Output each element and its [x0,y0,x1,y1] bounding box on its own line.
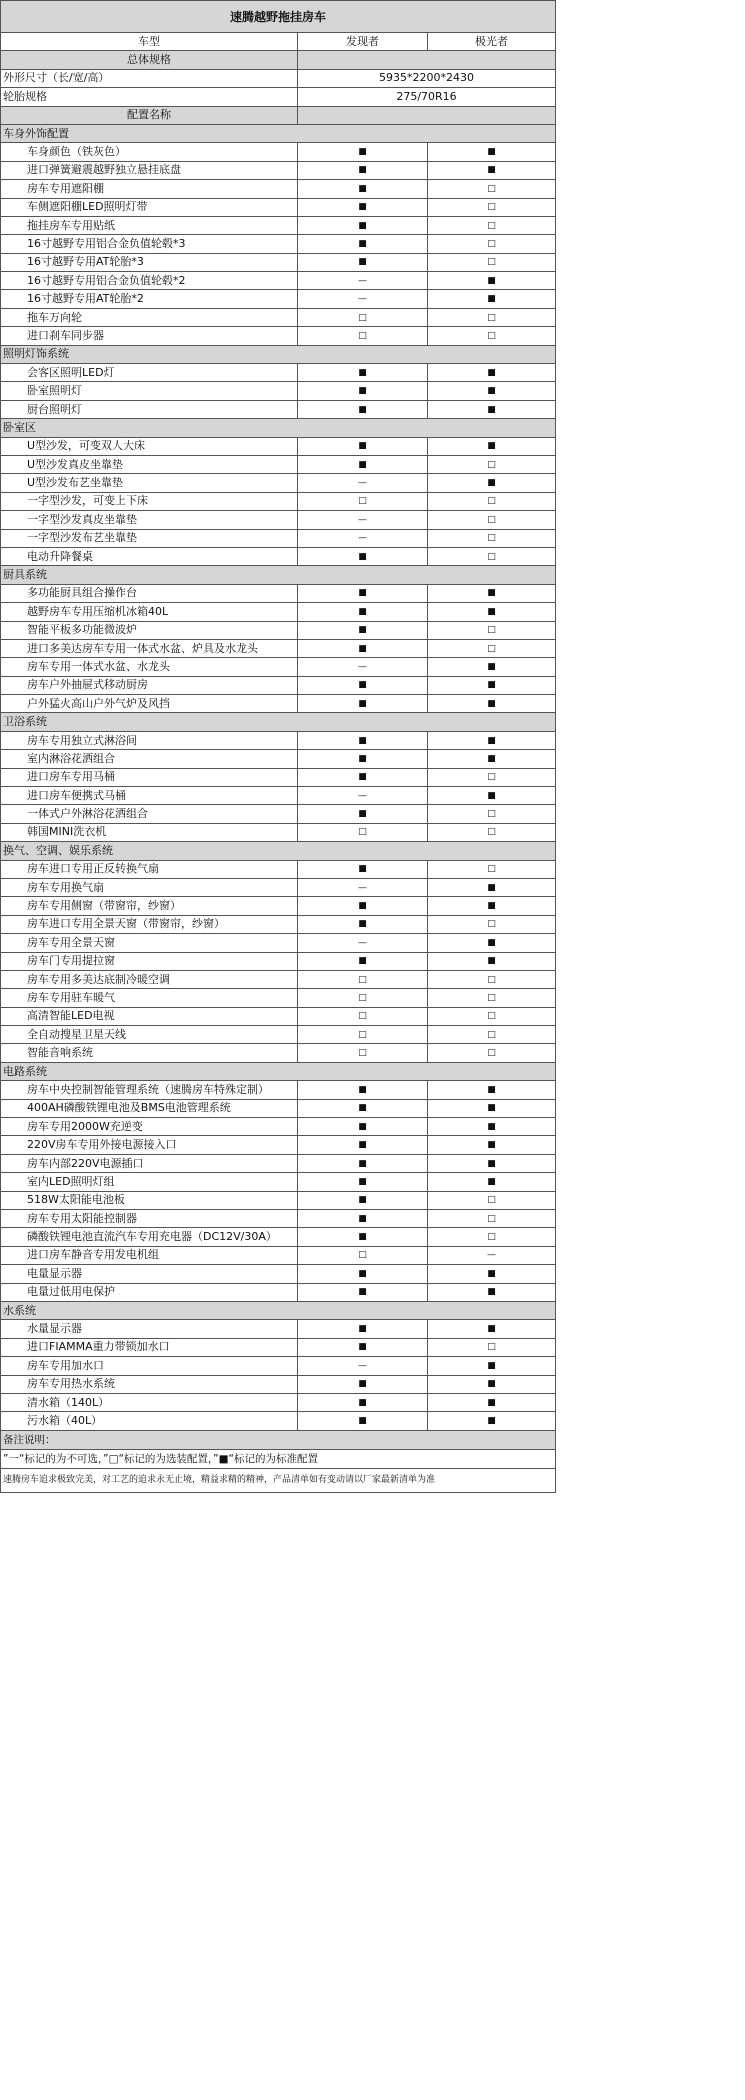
config-item-label: 进口房车静音专用发电机组 [1,1246,298,1264]
config-mark-b: ■ [428,1099,556,1117]
config-item-label: 房车专用多美达底制冷暖空调 [1,970,298,988]
config-mark-a: ■ [298,180,428,198]
config-mark-b: □ [428,492,556,510]
config-mark-a: ■ [298,1393,428,1411]
config-row [1,1320,556,1338]
config-mark-a: — [298,529,428,547]
config-item-label: 水量显示器 [1,1320,298,1338]
footer-row [1,1468,556,1492]
header-col-a: 发现者 [298,33,428,51]
config-row [1,1283,556,1301]
footer-text: 速腾房车追求极致完美，对工艺的追求永无止境，精益求精的精神，产品清单如有变动请以厂家最新清单为准 [1,1468,556,1492]
config-mark-b: ■ [428,437,556,455]
config-mark-a: — [298,511,428,529]
config-row [1,180,556,198]
config-item-label: 房车户外抽屉式移动厨房 [1,676,298,694]
config-mark-a: ■ [298,455,428,473]
config-row [1,290,556,308]
config-row [1,731,556,749]
config-mark-b: ■ [428,1173,556,1191]
config-row [1,1210,556,1228]
spec-label: 外形尺寸（长/宽/高） [1,69,298,87]
config-mark-b: □ [428,1191,556,1209]
config-mark-b: ■ [428,897,556,915]
config-row [1,1375,556,1393]
config-mark-b: □ [428,823,556,841]
config-mark-b: □ [428,235,556,253]
config-mark-b: □ [428,1026,556,1044]
config-row [1,823,556,841]
config-mark-b: ■ [428,934,556,952]
config-mark-a: □ [298,327,428,345]
config-row [1,400,556,418]
config-item-label: 518W太阳能电池板 [1,1191,298,1209]
config-mark-b: □ [428,327,556,345]
config-item-label: 房车专用2000W充逆变 [1,1118,298,1136]
config-item-label: 多功能厨具组合操作台 [1,584,298,602]
spec-row [1,88,556,106]
config-item-label: 220V房车专用外接电源接入口 [1,1136,298,1154]
config-item-label: 污水箱（40L） [1,1412,298,1430]
config-mark-a: ■ [298,216,428,234]
config-row [1,327,556,345]
config-item-label: 房车进口专用全景天窗（带窗帘，纱窗） [1,915,298,933]
config-row [1,860,556,878]
section-header-row [1,345,556,363]
config-row [1,878,556,896]
config-mark-a: □ [298,308,428,326]
config-mark-a: ■ [298,143,428,161]
section-header-row [1,566,556,584]
spec-section-blank [298,51,556,69]
config-item-label: 房车专用全景天窗 [1,934,298,952]
config-item-label: 卧室照明灯 [1,382,298,400]
config-item-label: 一字型沙发布艺坐靠垫 [1,529,298,547]
config-item-label: 房车进口专用正反转换气扇 [1,860,298,878]
config-row [1,897,556,915]
page-title: 速腾越野拖挂房车 [1,1,556,33]
config-row [1,1357,556,1375]
config-mark-b: □ [428,989,556,1007]
config-mark-a: — [298,878,428,896]
config-item-label: 房车专用遮阳棚 [1,180,298,198]
section-title: 电路系统 [1,1062,556,1080]
config-mark-b: □ [428,547,556,565]
config-item-label: 房车专用换气扇 [1,878,298,896]
config-mark-a: □ [298,989,428,1007]
spec-value: 5935*2200*2430 [298,69,556,87]
config-mark-a: ■ [298,805,428,823]
config-mark-b: ■ [428,1265,556,1283]
config-mark-b: ■ [428,750,556,768]
config-mark-a: ■ [298,952,428,970]
config-mark-b: □ [428,1007,556,1025]
config-mark-a: ■ [298,161,428,179]
config-mark-b: ■ [428,382,556,400]
section-title: 车身外饰配置 [1,124,556,142]
config-mark-a: — [298,272,428,290]
config-mark-b: □ [428,1044,556,1062]
config-mark-b: ■ [428,731,556,749]
config-row [1,989,556,1007]
config-mark-a: □ [298,492,428,510]
config-row [1,1393,556,1411]
config-item-label: 房车专用侧窗（带窗帘，纱窗） [1,897,298,915]
config-row [1,787,556,805]
config-item-label: 清水箱（140L） [1,1393,298,1411]
config-row [1,161,556,179]
config-item-label: 房车中央控制智能管理系统（速腾房车特殊定制） [1,1081,298,1099]
config-item-label: 会客区照明LED灯 [1,364,298,382]
config-mark-a: ■ [298,676,428,694]
config-mark-a: ■ [298,1320,428,1338]
config-mark-b: ■ [428,290,556,308]
config-mark-a: □ [298,970,428,988]
config-row [1,603,556,621]
config-mark-a: ■ [298,1228,428,1246]
section-header-row [1,842,556,860]
config-row [1,1173,556,1191]
config-mark-a: ■ [298,400,428,418]
config-mark-b: □ [428,860,556,878]
config-mark-b: ■ [428,1375,556,1393]
config-mark-a: — [298,934,428,952]
config-mark-b: □ [428,1210,556,1228]
config-mark-a: ■ [298,603,428,621]
config-row [1,492,556,510]
spec-row [1,69,556,87]
config-mark-a: ■ [298,1375,428,1393]
config-mark-b: ■ [428,143,556,161]
config-row [1,364,556,382]
config-mark-a: ■ [298,198,428,216]
config-item-label: 智能音响系统 [1,1044,298,1062]
config-item-label: 16寸越野专用AT轮胎*3 [1,253,298,271]
section-title: 卧室区 [1,419,556,437]
config-row [1,1118,556,1136]
config-item-label: 16寸越野专用AT轮胎*2 [1,290,298,308]
config-mark-b: □ [428,180,556,198]
config-mark-a: ■ [298,1210,428,1228]
config-row [1,437,556,455]
config-row [1,308,556,326]
config-item-label: 电量过低用电保护 [1,1283,298,1301]
config-row [1,768,556,786]
config-item-label: 车侧遮阳棚LED照明灯带 [1,198,298,216]
config-mark-a: □ [298,1246,428,1264]
config-mark-a: ■ [298,235,428,253]
config-item-label: 厨台照明灯 [1,400,298,418]
section-header-row [1,1301,556,1319]
config-mark-a: ■ [298,915,428,933]
config-item-label: 室内LED照明灯组 [1,1173,298,1191]
config-row [1,253,556,271]
config-row [1,474,556,492]
config-row [1,1412,556,1430]
config-mark-b: — [428,1246,556,1264]
config-mark-a: ■ [298,1154,428,1172]
config-row [1,1136,556,1154]
config-row [1,547,556,565]
header-model: 车型 [1,33,298,51]
config-mark-b: ■ [428,952,556,970]
config-item-label: 进口房车专用马桶 [1,768,298,786]
config-mark-a: — [298,474,428,492]
config-mark-b: ■ [428,603,556,621]
section-header-row [1,124,556,142]
config-item-label: 房车专用太阳能控制器 [1,1210,298,1228]
config-mark-a: ■ [298,621,428,639]
config-row [1,915,556,933]
config-row [1,621,556,639]
spec-label: 轮胎规格 [1,88,298,106]
config-mark-a: ■ [298,750,428,768]
config-mark-a: ■ [298,1136,428,1154]
config-mark-a: ■ [298,547,428,565]
config-mark-b: □ [428,915,556,933]
config-mark-b: □ [428,970,556,988]
config-mark-a: □ [298,823,428,841]
config-mark-a: ■ [298,1283,428,1301]
config-item-label: 16寸越野专用铝合金负值轮毂*2 [1,272,298,290]
config-row [1,1099,556,1117]
config-item-label: 400AH磷酸铁锂电池及BMS电池管理系统 [1,1099,298,1117]
config-item-label: 户外猛火高山户外气炉及风挡 [1,695,298,713]
config-item-label: U型沙发，可变双人大床 [1,437,298,455]
header-col-b: 极光者 [428,33,556,51]
legend-text: ”一“标记的为不可选，”□“标记的为选装配置，”■“标记的为标准配置 [1,1449,556,1468]
config-mark-b: ■ [428,676,556,694]
config-title: 配置名称 [1,106,298,124]
title-row [1,1,556,33]
config-row [1,529,556,547]
config-row [1,1044,556,1062]
config-mark-b: ■ [428,364,556,382]
config-row [1,639,556,657]
section-title: 照明灯饰系统 [1,345,556,363]
config-row [1,235,556,253]
config-row [1,216,556,234]
config-item-label: 进口刹车同步器 [1,327,298,345]
spec-table-body [1,1,556,1431]
config-row [1,511,556,529]
config-mark-b: ■ [428,400,556,418]
legend-row [1,1449,556,1468]
section-title: 厨具系统 [1,566,556,584]
config-item-label: 进口FIAMMA重力带锁加水口 [1,1338,298,1356]
config-item-label: 全自动搜星卫星天线 [1,1026,298,1044]
config-row [1,1026,556,1044]
config-item-label: 越野房车专用压缩机冰箱40L [1,603,298,621]
config-mark-b: ■ [428,1118,556,1136]
spec-section-row [1,51,556,69]
config-mark-b: ■ [428,1412,556,1430]
config-mark-a: □ [298,1026,428,1044]
config-mark-a: ■ [298,731,428,749]
config-mark-b: ■ [428,658,556,676]
config-row [1,805,556,823]
notes-title: 备注说明： [1,1430,556,1449]
config-item-label: 房车内部220V电源插口 [1,1154,298,1172]
config-mark-a: — [298,787,428,805]
config-mark-a: ■ [298,1338,428,1356]
section-header-row [1,419,556,437]
config-row [1,198,556,216]
config-item-label: 房车专用一体式水盆、水龙头 [1,658,298,676]
config-mark-a: ■ [298,253,428,271]
config-mark-b: □ [428,621,556,639]
config-item-label: 进口房车便携式马桶 [1,787,298,805]
config-mark-b: ■ [428,584,556,602]
config-mark-a: ■ [298,1412,428,1430]
config-row [1,934,556,952]
config-mark-a: ■ [298,768,428,786]
config-row [1,1246,556,1264]
config-mark-a: □ [298,1044,428,1062]
config-mark-b: □ [428,529,556,547]
config-mark-b: □ [428,198,556,216]
config-row [1,1191,556,1209]
spec-value: 275/70R16 [298,88,556,106]
config-mark-a: ■ [298,1118,428,1136]
config-mark-b: □ [428,639,556,657]
config-item-label: 房车专用加水口 [1,1357,298,1375]
config-item-label: 韩国MINI洗衣机 [1,823,298,841]
config-mark-a: □ [298,1007,428,1025]
config-mark-a: ■ [298,382,428,400]
config-mark-b: ■ [428,161,556,179]
section-title: 水系统 [1,1301,556,1319]
config-mark-b: ■ [428,1081,556,1099]
config-row [1,272,556,290]
config-mark-b: ■ [428,1154,556,1172]
config-row [1,1228,556,1246]
config-mark-b: ■ [428,878,556,896]
config-mark-a: ■ [298,1081,428,1099]
config-mark-a: ■ [298,364,428,382]
config-item-label: 进口多美达房车专用一体式水盆、炉具及水龙头 [1,639,298,657]
config-item-label: 16寸越野专用铝合金负值轮毂*3 [1,235,298,253]
config-mark-b: ■ [428,1320,556,1338]
config-mark-b: ■ [428,1393,556,1411]
config-mark-a: ■ [298,639,428,657]
config-item-label: 房车专用驻车暖气 [1,989,298,1007]
config-item-label: 室内淋浴花洒组合 [1,750,298,768]
config-mark-b: ■ [428,695,556,713]
config-row [1,1081,556,1099]
config-item-label: 电动升降餐桌 [1,547,298,565]
section-header-row [1,1062,556,1080]
config-mark-a: ■ [298,1191,428,1209]
notes-title-row [1,1430,556,1449]
section-title: 换气、空调、娱乐系统 [1,842,556,860]
config-row [1,1338,556,1356]
config-mark-a: — [298,290,428,308]
config-row [1,750,556,768]
config-row [1,382,556,400]
config-mark-b: □ [428,768,556,786]
config-mark-a: ■ [298,1173,428,1191]
section-header-row [1,713,556,731]
config-item-label: 进口弹簧避震越野独立悬挂底盘 [1,161,298,179]
config-item-label: 磷酸铁锂电池直流汽车专用充电器（DC12V/30A） [1,1228,298,1246]
config-mark-b: □ [428,253,556,271]
config-mark-a: ■ [298,437,428,455]
config-mark-a: ■ [298,1099,428,1117]
config-mark-b: ■ [428,1283,556,1301]
config-mark-b: □ [428,216,556,234]
config-row [1,695,556,713]
config-mark-a: — [298,658,428,676]
config-item-label: U型沙发真皮坐靠垫 [1,455,298,473]
config-mark-b: □ [428,455,556,473]
config-item-label: 一字型沙发，可变上下床 [1,492,298,510]
config-mark-b: ■ [428,787,556,805]
config-item-label: 智能平板多功能微波炉 [1,621,298,639]
config-row [1,1154,556,1172]
config-item-label: 房车专用独立式淋浴间 [1,731,298,749]
config-title-blank [298,106,556,124]
config-mark-b: ■ [428,1357,556,1375]
config-mark-a: ■ [298,897,428,915]
config-mark-b: ■ [428,1136,556,1154]
spec-section-title: 总体规格 [1,51,298,69]
config-title-row [1,106,556,124]
config-mark-b: ■ [428,272,556,290]
section-title: 卫浴系统 [1,713,556,731]
config-item-label: 高清智能LED电视 [1,1007,298,1025]
config-row [1,455,556,473]
config-mark-a: ■ [298,860,428,878]
config-item-label: 电量显示器 [1,1265,298,1283]
notes-body [1,1430,556,1492]
config-item-label: 拖车万向轮 [1,308,298,326]
config-mark-a: ■ [298,695,428,713]
config-item-label: 一体式户外淋浴花洒组合 [1,805,298,823]
config-mark-b: ■ [428,474,556,492]
config-item-label: 拖挂房车专用贴纸 [1,216,298,234]
header-row [1,33,556,51]
config-row [1,584,556,602]
config-item-label: 房车专用热水系统 [1,1375,298,1393]
config-row [1,1265,556,1283]
config-row [1,970,556,988]
config-mark-b: □ [428,1228,556,1246]
config-mark-b: □ [428,1338,556,1356]
config-item-label: 车身颜色（铁灰色） [1,143,298,161]
config-mark-a: — [298,1357,428,1375]
config-item-label: 房车门专用提拉窗 [1,952,298,970]
config-mark-a: ■ [298,584,428,602]
config-mark-b: □ [428,511,556,529]
config-mark-a: ■ [298,1265,428,1283]
config-row [1,658,556,676]
config-item-label: 一字型沙发真皮坐靠垫 [1,511,298,529]
config-item-label: U型沙发布艺坐靠垫 [1,474,298,492]
config-mark-b: □ [428,805,556,823]
config-row [1,1007,556,1025]
config-mark-b: □ [428,308,556,326]
config-row [1,952,556,970]
config-row [1,143,556,161]
config-row [1,676,556,694]
